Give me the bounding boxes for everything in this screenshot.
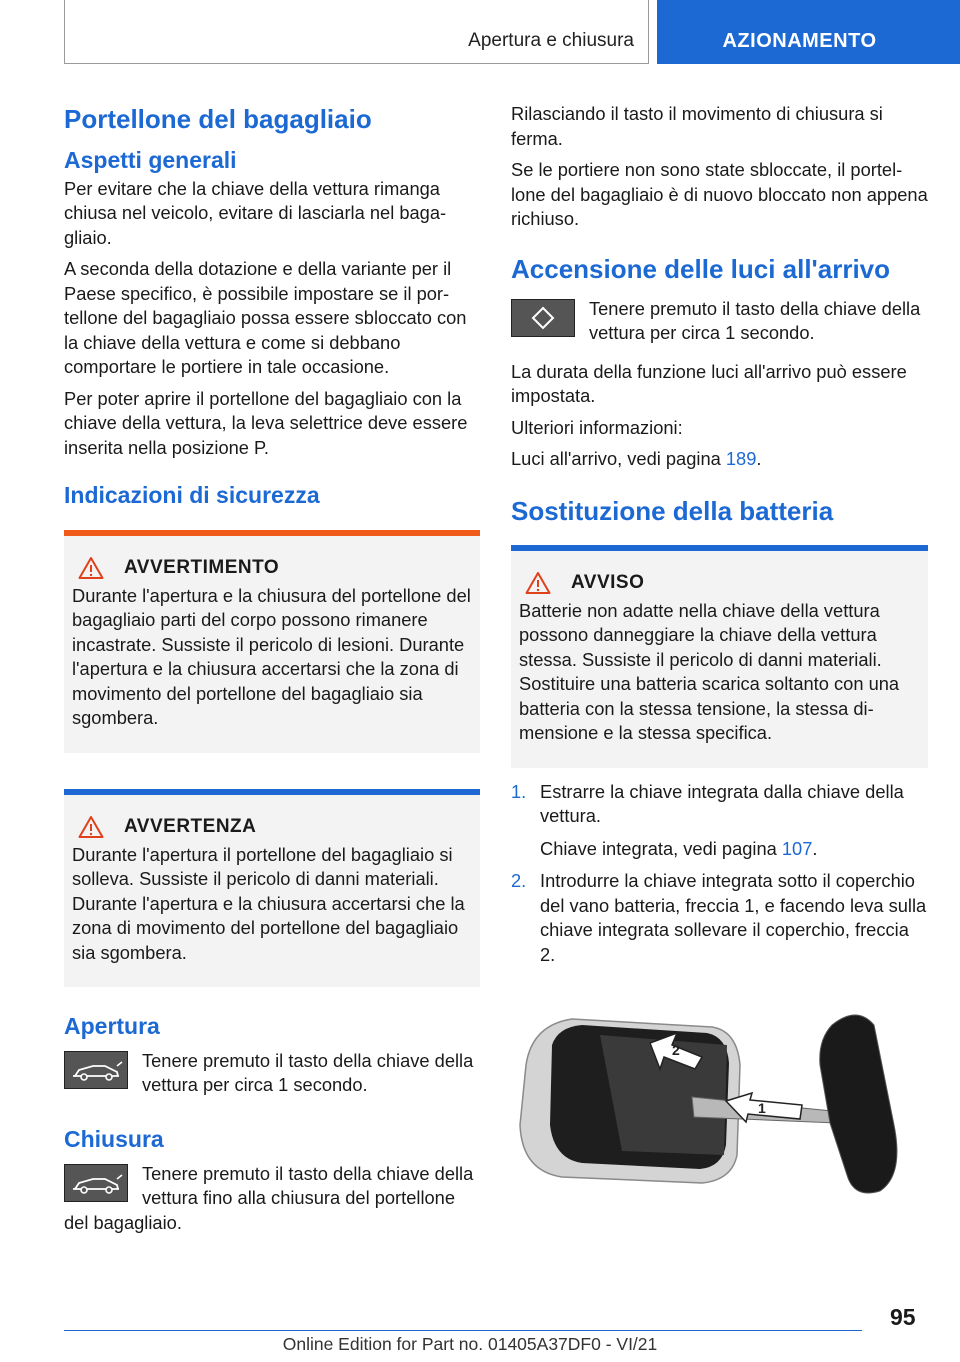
notice-triangle-icon	[525, 571, 551, 595]
notice-header	[525, 571, 920, 595]
general-heading: Aspetti generali	[64, 147, 237, 174]
welcome-reference	[511, 447, 928, 472]
edition-footer: Online Edition for Part no. 01405A37DF0 - VI/21	[282, 1334, 658, 1354]
safety-heading: Indicazioni di sicurezza	[64, 482, 320, 509]
step-number: 1.	[511, 780, 527, 802]
right-column	[511, 96, 928, 975]
general-paragraph-2: A seconda della dotazione e della variante per il Paese specifico, è possibile impostare se il portellone del bagagliaio possa essere sbloccato con la chiave della vettura e come si debbano comportare le portiere in tale occasione.	[64, 258, 467, 378]
integrated-key-handle	[820, 1015, 897, 1193]
closing-heading: Chiusura	[64, 1125, 164, 1152]
key-battery-illustration	[512, 1005, 924, 1200]
closing-row	[64, 1162, 480, 1236]
battery-steps	[511, 780, 928, 976]
welcome-duration-text: La durata della funzione luci all'arrivo può essere impostata.	[511, 360, 907, 407]
list-item	[511, 869, 928, 975]
warning-text: Durante l'apertura e la chiusura del portellone del bagagliaio parti del corpo possono rimanere incastrate. Sussiste il pericolo di lesioni. Durante l'apertura e la chiusura accertarsi che la zona di movimento del portellone del bagagliaio sia sgombera.	[72, 584, 471, 729]
battery-heading: Sostituzione della batteria	[511, 495, 834, 526]
general-paragraph-1: Per evitare che la chiave della vettura rimanga chiusa nel veicolo, evitare di lasciarla nel bagagliaio.	[64, 177, 447, 248]
caution-header	[78, 815, 472, 839]
notice-title: AVVISO	[571, 571, 645, 593]
section-title: AZIONAMENTO	[722, 30, 877, 52]
page-number: 95	[890, 1304, 916, 1330]
trunk-key-icon	[64, 1164, 128, 1202]
arrow-2-label: 2	[672, 1042, 680, 1058]
opening-text: Tenere premuto il tasto della chiave della vettura per circa 1 secondo.	[142, 1049, 474, 1096]
step-text: Estrarre la chiave integrata dalla chiave della vettura.	[540, 780, 904, 827]
caution-triangle-icon	[78, 815, 104, 839]
list-item	[511, 780, 928, 870]
step-body	[540, 780, 928, 870]
step-reference-prefix: Chiave integrata, vedi pagina	[540, 837, 782, 859]
opening-row	[64, 1049, 480, 1098]
continuation-paragraph-1: Rilasciando il tasto il movimento di chiusura si ferma.	[511, 103, 883, 149]
arrow-1-label: 1	[758, 1100, 766, 1116]
chapter-title: Apertura e chiusura	[468, 30, 634, 51]
page-link-189[interactable]: 189	[725, 448, 757, 470]
welcome-light-heading: Accensione delle luci all'arrivo	[511, 253, 891, 284]
caution-box	[64, 789, 480, 988]
continuation-paragraph-2: Se le portiere non sono state sbloccate, il portellone del bagagliaio è di nuovo bloccato non appena richiuso.	[511, 159, 928, 229]
notice-box	[511, 545, 928, 768]
unlock-key-icon	[511, 299, 575, 337]
step-text: Introdurre la chiave integrata sotto il coperchio del vano batteria, freccia 1, e facendo leva sulla chiave integrata sollevare il coperchio, freccia 2.	[540, 870, 927, 965]
welcome-light-row	[511, 297, 928, 346]
caution-text: Durante l'apertura il portellone del bagagliaio si solleva. Sussiste il pericolo di danni materiali. Durante l'apertura e la chiusura accertarsi che la zona di movimento del portellone del bagagliaio sia sgombera.	[72, 843, 465, 963]
warning-header	[78, 556, 472, 580]
step-body	[540, 869, 928, 975]
general-paragraph-3: Per poter aprire il portellone del bagagliaio con la chiave della vettura, la leva selettrice deve essere inserita nella posizione P.	[64, 387, 468, 458]
footer-divider	[64, 1330, 862, 1331]
warning-triangle-icon	[78, 556, 104, 580]
more-info-label: Ulteriori informazioni:	[511, 416, 683, 438]
opening-heading: Apertura	[64, 1013, 160, 1040]
closing-text: Tenere premuto il tasto della chiave della vettura fino alla chiusura del portellone del bagagliaio.	[64, 1162, 474, 1233]
trunk-key-icon	[64, 1051, 128, 1089]
main-heading: Portellone del bagagliaio	[64, 104, 372, 134]
step-reference-suffix: .	[812, 837, 818, 859]
warning-box	[64, 530, 480, 753]
warning-title: AVVERTIMENTO	[124, 556, 280, 578]
welcome-light-text: Tenere premuto il tasto della chiave della vettura per circa 1 secondo.	[589, 297, 921, 344]
step-reference	[540, 837, 928, 862]
left-column	[64, 96, 480, 1235]
welcome-reference-suffix: .	[756, 448, 762, 470]
welcome-reference-prefix: Luci all'arrivo, vedi pagina	[511, 448, 726, 470]
caution-title: AVVERTENZA	[124, 815, 257, 837]
page-link-107[interactable]: 107	[781, 837, 813, 859]
notice-text: Batterie non adatte nella chiave della vettura possono danneggiare la chiave della vettura stessa. Sussiste il pericolo di danni materiali. Sostituire una batteria scarica soltanto con una batteria con la stessa tensione, la stessa dimensione e la stessa specifica.	[519, 599, 900, 744]
step-number: 2.	[511, 870, 527, 892]
